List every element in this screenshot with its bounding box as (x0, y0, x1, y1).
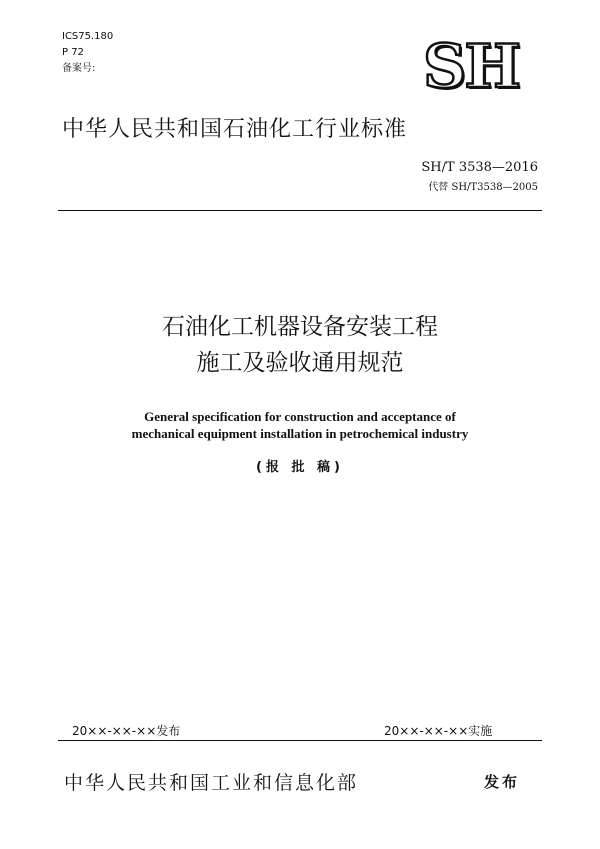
filing-number-label: 备案号: (62, 63, 96, 74)
ics-code: ICS75.180 (62, 31, 114, 42)
top-divider (58, 210, 542, 211)
standard-code: SH/T 3538—2016 (421, 160, 538, 175)
replaces-standard: 代替 SH/T3538—2005 (428, 182, 538, 193)
standard-category-title: 中华人民共和国石油化工行业标准 (62, 117, 408, 142)
implementation-date: 20××-××-××实施 (384, 724, 493, 738)
chinese-title-line-1: 石油化工机器设备安装工程 (162, 314, 438, 340)
english-title-line-2: mechanical equipment installation in petrochemical industry (131, 426, 469, 441)
chinese-title-line-2: 施工及验收通用规范 (196, 350, 404, 376)
publisher-name: 中华人民共和国工业和信息化部 (64, 772, 359, 794)
classification-code: P 72 (62, 47, 84, 58)
draft-status: (报 批 稿) (256, 460, 344, 475)
issue-date: 20××-××-××发布 (72, 724, 181, 738)
english-title-line-1: General specification for construction and acceptance of (144, 409, 456, 424)
sh-logo: SH (422, 32, 520, 102)
release-label: 发布 (484, 773, 521, 791)
bottom-divider (58, 740, 542, 741)
